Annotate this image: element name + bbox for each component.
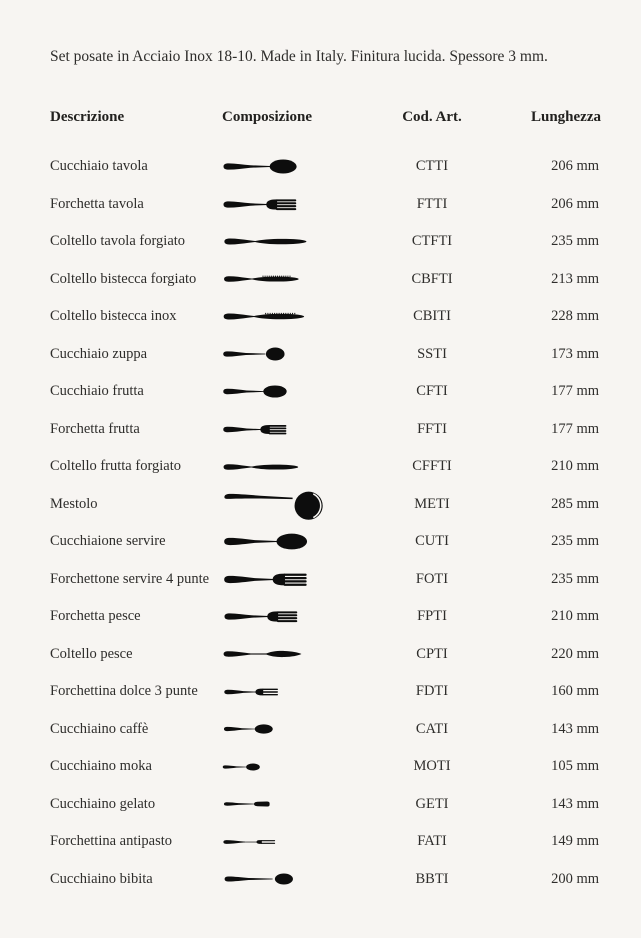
item-code: FFTI xyxy=(417,420,447,437)
item-description: Coltello bistecca forgiato xyxy=(50,270,197,287)
item-icon-cell xyxy=(222,462,372,472)
item-code: FTTI xyxy=(416,195,448,212)
item-icon-cell xyxy=(222,274,372,284)
item-icon-cell xyxy=(222,687,372,697)
cutlery-table xyxy=(50,108,605,899)
serrated-knife-icon xyxy=(222,311,305,322)
table-row xyxy=(50,786,605,824)
item-icon-cell xyxy=(222,347,372,361)
item-code: CPTI xyxy=(416,645,448,662)
fork-4-tines-icon xyxy=(222,571,308,588)
item-code: CATI xyxy=(415,720,449,737)
item-code: CFTI xyxy=(416,383,448,400)
item-icon-cell xyxy=(222,838,372,846)
item-description: Cucchiaio tavola xyxy=(50,158,148,175)
table-row xyxy=(50,186,605,224)
item-length: 149 mm xyxy=(551,833,599,850)
item-length: 220 mm xyxy=(551,645,599,662)
item-length: 206 mm xyxy=(551,195,599,212)
item-code: METI xyxy=(414,495,450,512)
item-length: 213 mm xyxy=(551,270,599,287)
item-length: 210 mm xyxy=(551,608,599,625)
item-description: Cucchiaio frutta xyxy=(50,383,144,400)
spoon-icon xyxy=(222,724,274,734)
item-description: Cucchiaino gelato xyxy=(50,795,156,812)
item-description: Forchetta pesce xyxy=(50,608,141,625)
item-description: Mestolo xyxy=(50,495,98,512)
table-row xyxy=(50,748,605,786)
item-description: Coltello frutta forgiato xyxy=(50,458,182,475)
item-description: Cucchiaione servire xyxy=(50,533,166,550)
table-row xyxy=(50,373,605,411)
item-length: 200 mm xyxy=(551,870,599,887)
item-code: FDTI xyxy=(415,683,449,700)
ladle-icon xyxy=(222,489,326,520)
item-description: Forchetta frutta xyxy=(50,420,140,437)
item-code: CTFTI xyxy=(411,233,453,250)
column-header-composizione: Composizione xyxy=(222,108,312,125)
spoon-icon xyxy=(222,763,260,771)
item-code: BBTI xyxy=(415,870,449,887)
item-icon-cell xyxy=(222,873,372,885)
item-code: CUTI xyxy=(415,533,449,550)
item-length: 177 mm xyxy=(551,383,599,400)
item-length: 105 mm xyxy=(551,758,599,775)
table-row xyxy=(50,598,605,636)
column-header-lunghezza: Lunghezza xyxy=(530,108,601,125)
item-length: 143 mm xyxy=(551,795,599,812)
item-length: 160 mm xyxy=(551,683,599,700)
item-length: 235 mm xyxy=(551,570,599,587)
item-length: 228 mm xyxy=(551,308,599,325)
round-spoon-icon xyxy=(222,347,285,361)
item-icon-cell xyxy=(222,724,372,734)
item-length: 177 mm xyxy=(551,420,599,437)
fork-2-tines-icon xyxy=(222,838,276,846)
item-code: FPTI xyxy=(417,608,447,625)
knife-icon xyxy=(222,462,299,472)
item-icon-cell xyxy=(222,423,372,436)
knife-icon xyxy=(222,236,308,247)
item-code: SSTI xyxy=(417,345,447,362)
item-description: Cucchiaio zuppa xyxy=(50,345,148,362)
item-icon-cell xyxy=(222,533,372,550)
intro-text: Set posate in Acciaio Inox 18-10. Made in Italy. Finitura lucida. Spessore 3 mm. xyxy=(50,48,548,65)
table-body xyxy=(50,148,605,898)
spoon-icon xyxy=(222,159,297,174)
item-description: Cucchiaino bibita xyxy=(50,870,153,887)
item-code: CTTI xyxy=(415,158,449,175)
item-icon-cell xyxy=(222,648,372,660)
item-code: FOTI xyxy=(415,570,449,587)
item-description: Forchettina dolce 3 punte xyxy=(50,683,198,700)
column-header-descrizione: Descrizione xyxy=(50,108,125,125)
item-description: Cucchiaino caffè xyxy=(50,720,149,737)
table-row xyxy=(50,261,605,299)
table-row xyxy=(50,486,605,524)
item-icon-cell xyxy=(222,489,372,520)
table-row xyxy=(50,823,605,861)
item-code: MOTI xyxy=(413,758,451,775)
item-description: Coltello pesce xyxy=(50,645,133,662)
item-length: 173 mm xyxy=(551,345,599,362)
item-length: 235 mm xyxy=(551,233,599,250)
long-drink-spoon-icon xyxy=(222,873,295,885)
item-description: Forchettone servire 4 punte xyxy=(50,570,210,587)
item-code: CBFTI xyxy=(411,270,453,287)
table-row xyxy=(50,711,605,749)
column-header-cod-art: Cod. Art. xyxy=(402,108,462,125)
item-icon-cell xyxy=(222,197,372,212)
item-icon-cell xyxy=(222,609,372,624)
table-row xyxy=(50,148,605,186)
table-row xyxy=(50,223,605,261)
item-description: Forchettina antipasto xyxy=(50,833,173,850)
item-length: 235 mm xyxy=(551,533,599,550)
spoon-icon xyxy=(222,385,287,398)
fish-knife-icon xyxy=(222,648,302,660)
table-row xyxy=(50,561,605,599)
item-length: 285 mm xyxy=(551,495,599,512)
item-code: FATI xyxy=(417,833,447,850)
table-row xyxy=(50,523,605,561)
fork-4-tines-icon xyxy=(222,197,297,212)
table-row xyxy=(50,448,605,486)
item-icon-cell xyxy=(222,800,372,808)
fork-4-tines-icon xyxy=(222,609,299,624)
item-description: Forchetta tavola xyxy=(50,195,144,212)
spoon-icon xyxy=(222,533,308,550)
gelato-spoon-icon xyxy=(222,800,274,808)
item-icon-cell xyxy=(222,159,372,174)
item-description: Coltello bistecca inox xyxy=(50,308,177,325)
table-row xyxy=(50,411,605,449)
item-length: 206 mm xyxy=(551,158,599,175)
item-icon-cell xyxy=(222,236,372,247)
table-row xyxy=(50,298,605,336)
item-icon-cell xyxy=(222,763,372,771)
item-icon-cell xyxy=(222,385,372,398)
item-length: 143 mm xyxy=(551,720,599,737)
item-description: Cucchiaino moka xyxy=(50,758,152,775)
fork-3-tines-icon xyxy=(222,687,280,697)
item-code: CBITI xyxy=(413,308,451,325)
item-icon-cell xyxy=(222,311,372,322)
item-code: CFFTI xyxy=(412,458,452,475)
table-header-row xyxy=(50,108,605,128)
item-length: 210 mm xyxy=(551,458,599,475)
fork-4-tines-icon xyxy=(222,423,287,436)
item-code: GETI xyxy=(415,795,449,812)
item-icon-cell xyxy=(222,571,372,588)
serrated-knife-icon xyxy=(222,274,300,284)
table-row xyxy=(50,861,605,899)
table-row xyxy=(50,673,605,711)
table-row xyxy=(50,636,605,674)
table-row xyxy=(50,336,605,374)
item-description: Coltello tavola forgiato xyxy=(50,233,186,250)
